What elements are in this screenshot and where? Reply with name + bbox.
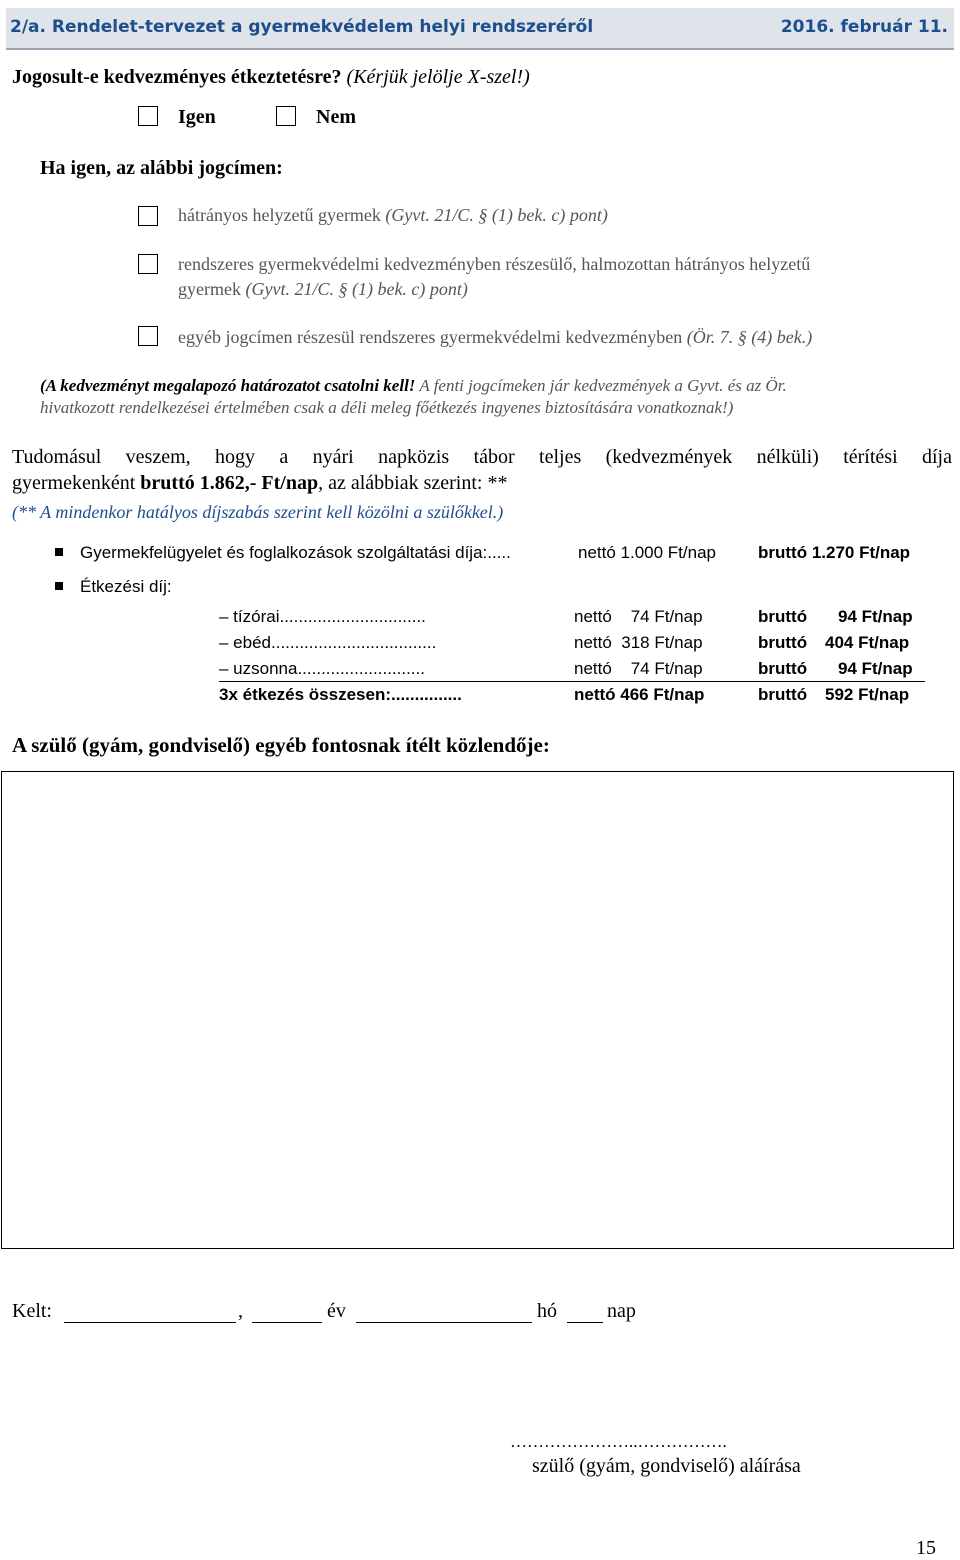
meal-row-tizorai: – tízórai............................... nettó 74 Ft/nap bruttó 94 Ft/nap — [219, 607, 913, 626]
attachment-note-cont: hivatkozott rendelkezései értelmében csak a déli meleg főétkezés ingyenes biztosítására vonatkoznak!) — [40, 398, 734, 417]
page-header — [6, 8, 954, 50]
year-label: év — [327, 1300, 346, 1322]
meal-row-total: 3x étkezés összesen:............... nettó 466 Ft/nap bruttó 592 Ft/nap — [219, 685, 910, 704]
ground-2-label-cont: gyermek (Gyvt. 21/C. § (1) bek. c) pont) — [178, 279, 468, 299]
signature-caption: szülő (gyám, gondviselő) aláírása — [532, 1455, 801, 1477]
acknowledge-line-1: Tudomásul veszem, hogy a nyári napközis tábor teljes (kedvezmények nélküli) térítési díja — [12, 446, 952, 468]
question-text: Jogosult-e kedvezményes étkeztetésre? — [12, 66, 342, 88]
ground-3-label: egyéb jogcímen részesül rendszeres gyermekvédelmi kedvezményben (Ör. 7. § (4) bek.) — [178, 327, 813, 347]
day-field[interactable] — [567, 1304, 603, 1323]
meal-row-uzsonna: – uzsonna........................... nettó 74 Ft/nap bruttó 94 Ft/nap — [219, 659, 925, 682]
month-field[interactable] — [356, 1304, 532, 1323]
year-field[interactable] — [252, 1304, 322, 1323]
bullet-icon — [55, 582, 63, 590]
ground-3-checkbox[interactable] — [138, 326, 158, 346]
ground-2-checkbox[interactable] — [138, 254, 158, 274]
notes-textarea[interactable] — [1, 771, 954, 1249]
acknowledge-line-2: gyermekenként bruttó 1.862,- Ft/nap, az alábbiak szerint: ** — [12, 472, 508, 494]
bullet-icon — [55, 548, 63, 556]
header-title: 2/a. Rendelet-tervezet a gyermekvédelem helyi rendszeréről — [10, 17, 594, 37]
month-label: hó — [537, 1300, 557, 1322]
childcare-gross: bruttó 1.270 Ft/nap — [758, 543, 911, 562]
place-field[interactable] — [64, 1304, 236, 1323]
if-yes-heading: Ha igen, az alábbi jogcímen: — [40, 157, 283, 179]
ground-2-label: rendszeres gyermekvédelmi kedvezményben részesülő, halmozottan hátrányos helyzetű — [178, 254, 811, 274]
childcare-fee: Gyermekfelügyelet és foglalkozások szolgáltatási díja:..... — [80, 543, 511, 562]
header-date: 2016. február 11. — [780, 17, 948, 37]
fee-footnote: (** A mindenkor hatályos díjszabás szerint kell közölni a szülőkkel.) — [12, 502, 504, 522]
ground-1-checkbox[interactable] — [138, 206, 158, 226]
signature-line[interactable]: …………………..……………. — [510, 1432, 727, 1451]
ground-1-label: hátrányos helyzetű gyermek (Gyvt. 21/C. § (1) bek. c) pont) — [178, 205, 608, 225]
no-checkbox[interactable] — [276, 106, 296, 126]
no-label: Nem — [316, 106, 356, 128]
meal-fee-label: Étkezési díj: — [80, 577, 172, 596]
kelt-label: Kelt: — [12, 1300, 52, 1322]
childcare-net: nettó 1.000 Ft/nap — [578, 543, 716, 562]
notes-heading: A szülő (gyám, gondviselő) egyéb fontosnak ítélt közlendője: — [12, 733, 550, 757]
yes-checkbox[interactable] — [138, 106, 158, 126]
attachment-note: (A kedvezményt megalapozó határozatot csatolni kell! A fenti jogcímeken jár kedvezmények a Gyvt. és az Ör. — [40, 376, 787, 395]
comma: , — [238, 1300, 243, 1322]
eligibility-question — [12, 66, 530, 89]
question-instruction: (Kérjük jelölje X-szel!) — [346, 66, 530, 88]
page-number: 15 — [916, 1537, 936, 1559]
yes-label: Igen — [178, 106, 216, 128]
day-label: nap — [607, 1300, 636, 1322]
meal-row-ebed: – ebéd................................... nettó 318 Ft/nap bruttó 404 Ft/nap — [219, 633, 910, 652]
